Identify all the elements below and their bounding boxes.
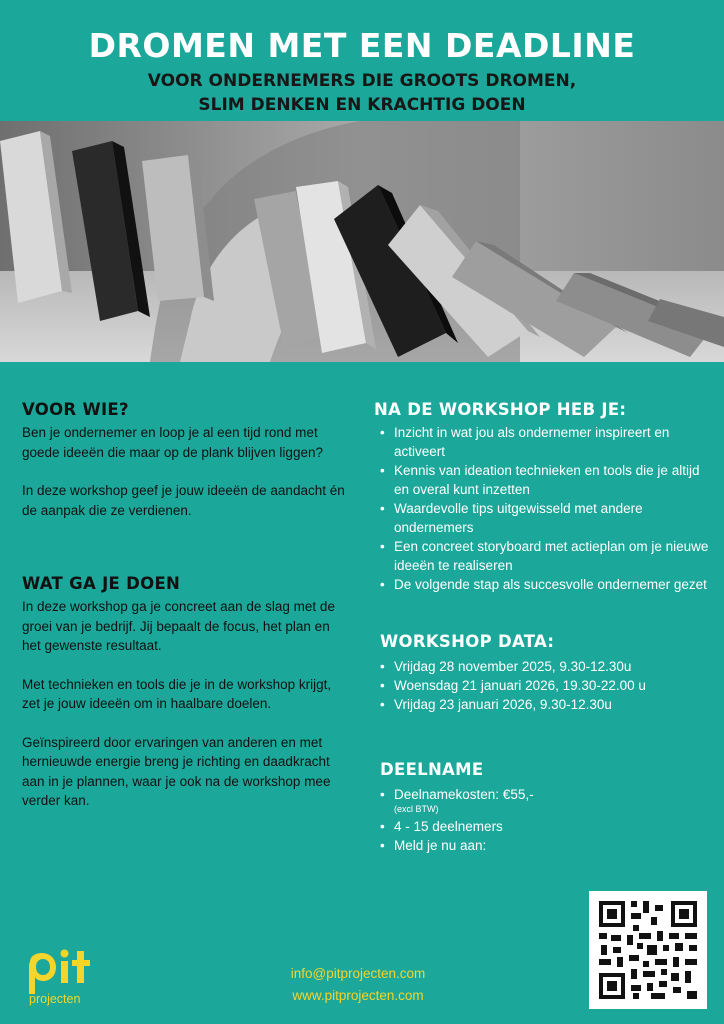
wat-ga-je-doen-section [22, 574, 352, 811]
page-title: DROMEN MET EEN DEADLINE [88, 26, 636, 65]
qr-code-icon[interactable] [589, 891, 707, 1009]
subtitle-line-2: SLIM DENKEN EN KRACHTIG DOEN [198, 95, 526, 115]
list-item: • Waardevolle tips uitgewisseld met andere ondernemers [374, 499, 714, 537]
hero-photo-dominoes [0, 121, 724, 362]
list-item: • Inzicht in wat jou als ondernemer inspireert en activeert [374, 423, 714, 461]
na-de-workshop-section [374, 400, 714, 594]
wat-ga-je-doen-paragraph: In deze workshop ga je concreet aan de slag met de groei van je bedrijf. Jij bepaalt de focus, het plan en het gewenste resultaat. [22, 599, 335, 653]
na-de-workshop-heading: NA DE WORKSHOP HEB JE: [374, 400, 627, 419]
voor-wie-paragraph: In deze workshop geef je jouw ideeën de aandacht én de aanpak die ze verdienen. [22, 483, 345, 518]
header [0, 0, 724, 120]
na-de-workshop-list [374, 423, 714, 594]
cost-text: Deelnamekosten: €55,- [394, 787, 534, 802]
list-item [374, 785, 720, 814]
deelname-section [380, 760, 720, 855]
list-item: • Een concreet storyboard met actieplan om je nieuwe ideeën te realiseren [374, 537, 714, 575]
voor-wie-section [22, 400, 352, 520]
list-item: • Woensdag 21 januari 2026, 19.30-22.00 u [374, 676, 720, 695]
logo-subtext: projecten [29, 992, 81, 1006]
subtitle-line-1: VOOR ONDERNEMERS DIE GROOTS DROMEN, [147, 71, 577, 91]
contact-email[interactable]: info@pitprojecten.com [290, 966, 426, 981]
list-item: • Kennis van ideation technieken en tools die je altijd en overal kunt inzetten [374, 461, 714, 499]
wat-ga-je-doen-heading: WAT GA JE DOEN [22, 574, 181, 593]
list-item: • 4 - 15 deelnemers [374, 817, 720, 836]
voor-wie-heading: VOOR WIE? [22, 400, 129, 419]
list-item: • De volgende stap als succesvolle ondernemer gezet [374, 575, 714, 594]
wat-ga-je-doen-paragraph: Met technieken en tools die je in de workshop krijgt, zet je jouw ideeën om in haalbare doelen. [22, 676, 332, 711]
workshop-data-heading: WORKSHOP DATA: [380, 632, 555, 651]
list-item: • Meld je nu aan: [374, 836, 720, 855]
list-item: • Vrijdag 28 november 2025, 9.30-12.30u [374, 657, 720, 676]
wat-ga-je-doen-paragraph: Geïnspireerd door ervaringen van anderen en met hernieuwde energie breng je richting en daadkracht aan in je plannen, waar je ook na de workshop mee verder kan. [22, 734, 331, 808]
cost-note: (excl BTW) [394, 804, 439, 814]
contact-website[interactable]: www.pitprojecten.com [292, 988, 424, 1003]
list-item: • Vrijdag 23 januari 2026, 9.30-12.30u [374, 695, 720, 714]
deelname-heading: DEELNAME [380, 760, 484, 779]
deelname-list [374, 785, 720, 855]
workshop-data-list [374, 657, 720, 714]
workshop-data-section [380, 632, 720, 714]
pit-logo-icon [24, 948, 124, 1010]
voor-wie-paragraph: Ben je ondernemer en loop je al een tijd rond met goede ideeën die maar op de plank blijven liggen? [22, 425, 323, 460]
